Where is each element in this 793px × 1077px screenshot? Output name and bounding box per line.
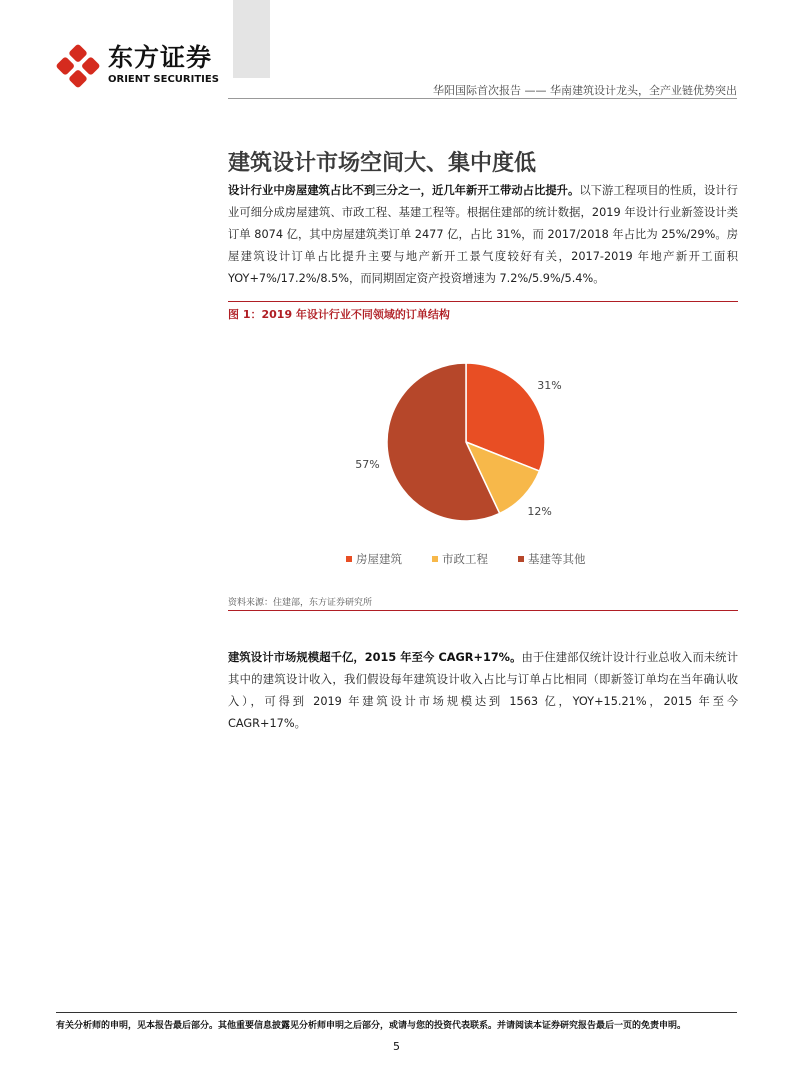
legend-label-3: 基建等其他 [528, 552, 586, 566]
paragraph-2-lead: 建筑设计市场规模超千亿，2015 年至今 CAGR+17%。 [228, 651, 522, 664]
legend-label-2: 市政工程 [442, 552, 488, 566]
pie-data-label-1: 31% [537, 379, 562, 393]
legend-swatch-2 [432, 556, 438, 562]
legend-label-1: 房屋建筑 [356, 552, 402, 566]
report-running-title: 华阳国际首次报告 —— 华南建筑设计龙头，全产业链优势突出 [433, 84, 737, 97]
paragraph-1-lead: 设计行业中房屋建筑占比不到三分之一，近几年新开工带动占比提升。 [228, 184, 580, 197]
paragraph-2 [228, 647, 738, 735]
figure-bottom-rule [228, 610, 738, 611]
paragraph-1 [228, 180, 738, 290]
footer-divider [56, 1012, 737, 1013]
figure-top-rule [228, 301, 738, 302]
header-divider [228, 98, 737, 99]
company-logo [56, 43, 219, 90]
page-number: 5 [393, 1040, 400, 1053]
logo-english-name: ORIENT SECURITIES [108, 74, 219, 85]
footer-disclaimer: 有关分析师的申明，见本报告最后部分。其他重要信息披露见分析师申明之后部分，或请与您的投资代表联系。并请阅读本证券研究报告最后一页的免责申明。 [56, 1021, 687, 1031]
paragraph-2-body: 由于住建部仅统计设计行业总收入而未统计其中的建筑设计收入，我们假设每年建筑设计收入占比与订单占比相同（即新签订单均在当年确认收入），可得到 2019 年建筑设计市场规模达到 1563 亿，YOY+15.21%，2015 年至今 CAGR+17%。 [228, 651, 738, 730]
legend-swatch-3 [518, 556, 524, 562]
header-decor-bar [233, 0, 270, 78]
pie-data-label-3: 57% [355, 458, 380, 472]
logo-chinese-name: 东方证券 [108, 43, 213, 72]
figure-title: 图 1：2019 年设计行业不同领域的订单结构 [228, 308, 450, 321]
pie-data-label-2: 12% [527, 505, 552, 519]
section-title: 建筑设计市场空间大、集中度低 [228, 151, 537, 176]
legend-swatch-1 [346, 556, 352, 562]
paragraph-1-body: 以下游工程项目的性质，设计行业可细分成房屋建筑、市政工程、基建工程等。根据住建部的统计数据，2019 年设计行业新签设计类订单 8074 亿，其中房屋建筑类订单 2477 亿，占比 31%，而 2017/2018 年占比为 25%/29%。房屋建筑设计订单占比提升主要与地产新开工景气度较好有关，2017-2019 年地产新开工面积 YOY+7%/17.2%/8.5%，而同期固定资产投资增速为 7.2%/5.9%/5.4%。 [228, 184, 738, 285]
pie-chart [228, 325, 738, 595]
figure-source: 资料来源：住建部，东方证券研究所 [228, 598, 373, 608]
orient-securities-logo-icon [56, 44, 100, 88]
